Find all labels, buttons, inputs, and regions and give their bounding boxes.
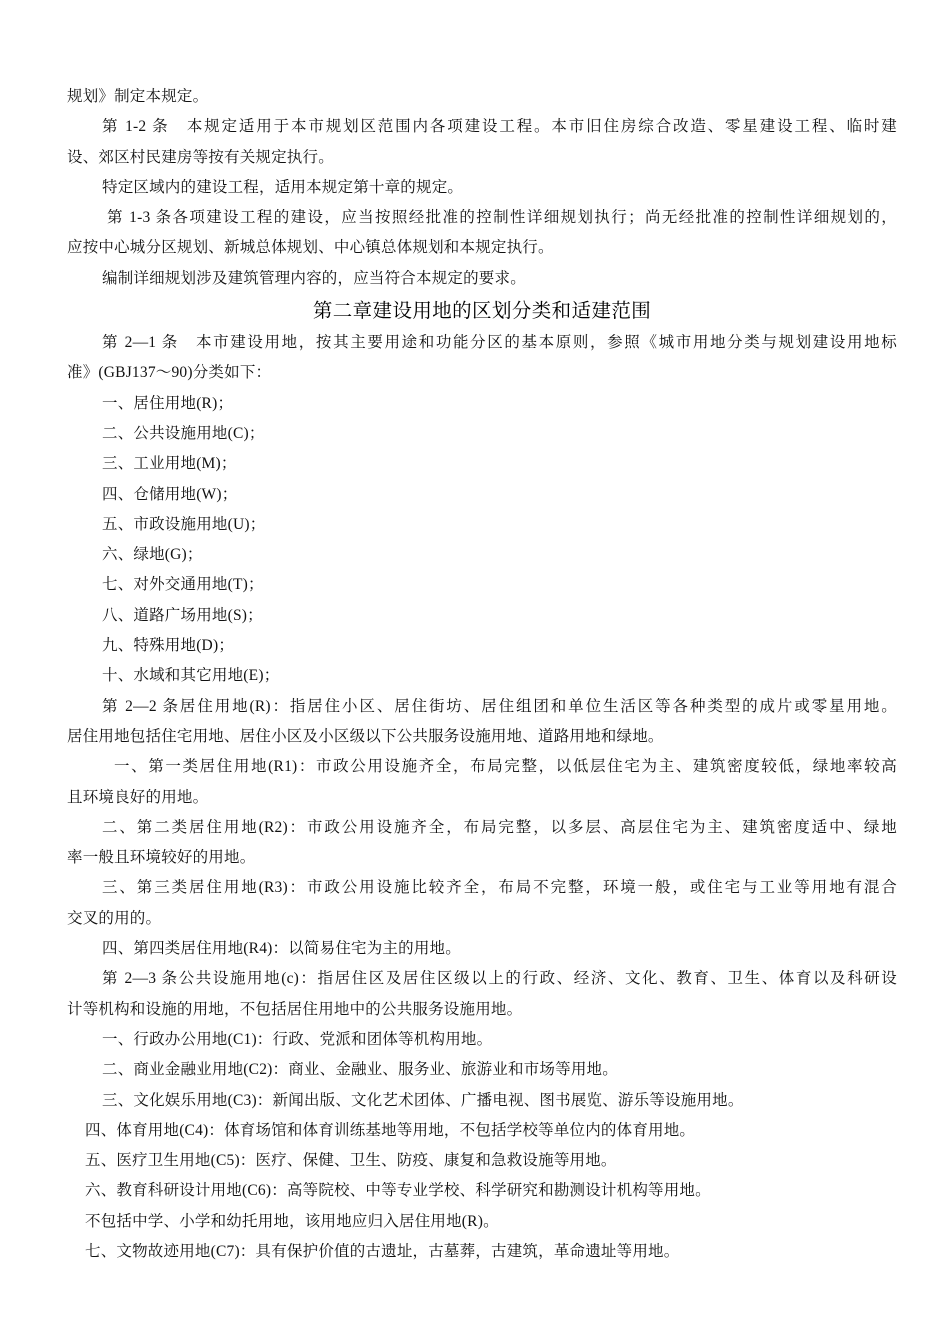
article-2-2-line1: 第 2—2 条居住用地(R)：指居住小区、居住街坊、居住组团和单位生活区等各种类型的成片或零星用地。 [102,697,897,715]
article-2-1-line2: 准》(GBJ137～90)分类如下： [67,364,272,382]
article-1-3-line1: 第 1-3 条各项建设工程的建设，应当按照经批准的控制性详细规划执行；尚无经批准的控制性详细规划的， [107,209,897,227]
residential-r2-line1: 二、第二类居住用地(R2)：市政公用设施齐全，布局完整，以多层、高层住宅为主、建筑密度适中、绿地 [102,818,897,836]
public-c5: 五、医疗卫生用地(C5)：医疗、保健、卫生、防疫、康复和急救设施等用地。 [85,1152,617,1170]
document-page [67,82,897,1267]
article-1-3-line2: 应按中心城分区规划、新城总体规划、中心镇总体规划和本规定执行。 [67,239,554,257]
land-category-item: 九、特殊用地(D)； [102,637,235,655]
article-2-2-line2: 居住用地包括住宅用地、居住小区及小区级以下公共服务设施用地、道路用地和绿地。 [67,727,664,745]
article-2-1-line1: 第 2—1 条 本市建设用地，按其主要用途和功能分区的基本原则，参照《城市用地分类与规划建设用地标 [102,334,897,352]
chapter-2-title: 第二章建设用地的区划分类和适建范围 [312,299,652,323]
land-category-item: 十、水域和其它用地(E)； [102,667,280,685]
residential-r1-line1: 一、第一类居住用地(R1)：市政公用设施齐全，布局完整，以低层住宅为主、建筑密度较低，绿地率较高 [114,758,897,776]
intro-tail: 规划》制定本规定。 [67,88,209,105]
public-c3: 三、文化娱乐用地(C3)：新闻出版、文化艺术团体、广播电视、图书展览、游乐等设施用地。 [102,1091,744,1109]
public-c7: 七、文物故迹用地(C7)：具有保护价值的古遗址，古墓葬，古建筑，革命遗址等用地。 [85,1242,680,1260]
land-category-item: 四、仓储用地(W)； [102,485,238,503]
land-category-item: 六、绿地(G)； [102,546,203,564]
residential-r2-line2: 率一般且环境较好的用地。 [67,849,256,867]
land-category-item: 五、市政设施用地(U)； [102,515,266,533]
land-category-item: 三、工业用地(M)； [102,455,237,473]
article-2-3-line1: 第 2—3 条公共设施用地(c)：指居住区及居住区级以上的行政、经济、文化、教育、卫生、体育以及科研设 [102,970,897,988]
article-1-3-line3: 编制详细规划涉及建筑管理内容的，应当符合本规定的要求。 [102,269,526,287]
public-c6: 六、教育科研设计用地(C6)：高等院校、中等专业学校、科学研究和勘测设计机构等用地。 [85,1182,711,1200]
article-1-2-line1: 第 1-2 条 本规定适用于本市规划区范围内各项建设工程。本市旧住房综合改造、零星建设工程、临时建 [102,118,897,136]
residential-r4-line1: 四、第四类居住用地(R4)：以简易住宅为主的用地。 [102,940,461,958]
public-c1: 一、行政办公用地(C1)：行政、党派和团体等机构用地。 [102,1030,493,1048]
article-1-2-line2: 设、郊区村民建房等按有关规定执行。 [67,148,334,166]
article-1-2-line3: 特定区域内的建设工程，适用本规定第十章的规定。 [102,178,464,196]
land-category-item: 二、公共设施用地(C)； [102,424,265,442]
residential-r1-line2: 且环境良好的用地。 [67,788,209,806]
public-c6-note: 不包括中学、小学和幼托用地，该用地应归入居住用地(R)。 [85,1212,499,1230]
public-c2: 二、商业金融业用地(C2)：商业、金融业、服务业、旅游业和市场等用地。 [102,1061,618,1079]
residential-r3-line2: 交叉的用的。 [67,909,162,927]
land-category-item: 一、居住用地(R)； [102,394,234,412]
public-c4: 四、体育用地(C4)：体育场馆和体育训练基地等用地，不包括学校等单位内的体育用地。 [85,1121,696,1139]
land-category-item: 八、道路广场用地(S)； [102,606,263,624]
residential-r3-line1: 三、第三类居住用地(R3)：市政公用设施比较齐全，布局不完整，环境一般，或住宅与工业等用地有混合 [102,879,897,897]
land-category-item: 七、对外交通用地(T)； [102,576,264,594]
article-2-3-line2: 计等机构和设施的用地，不包括居住用地中的公共服务设施用地。 [67,1000,523,1018]
